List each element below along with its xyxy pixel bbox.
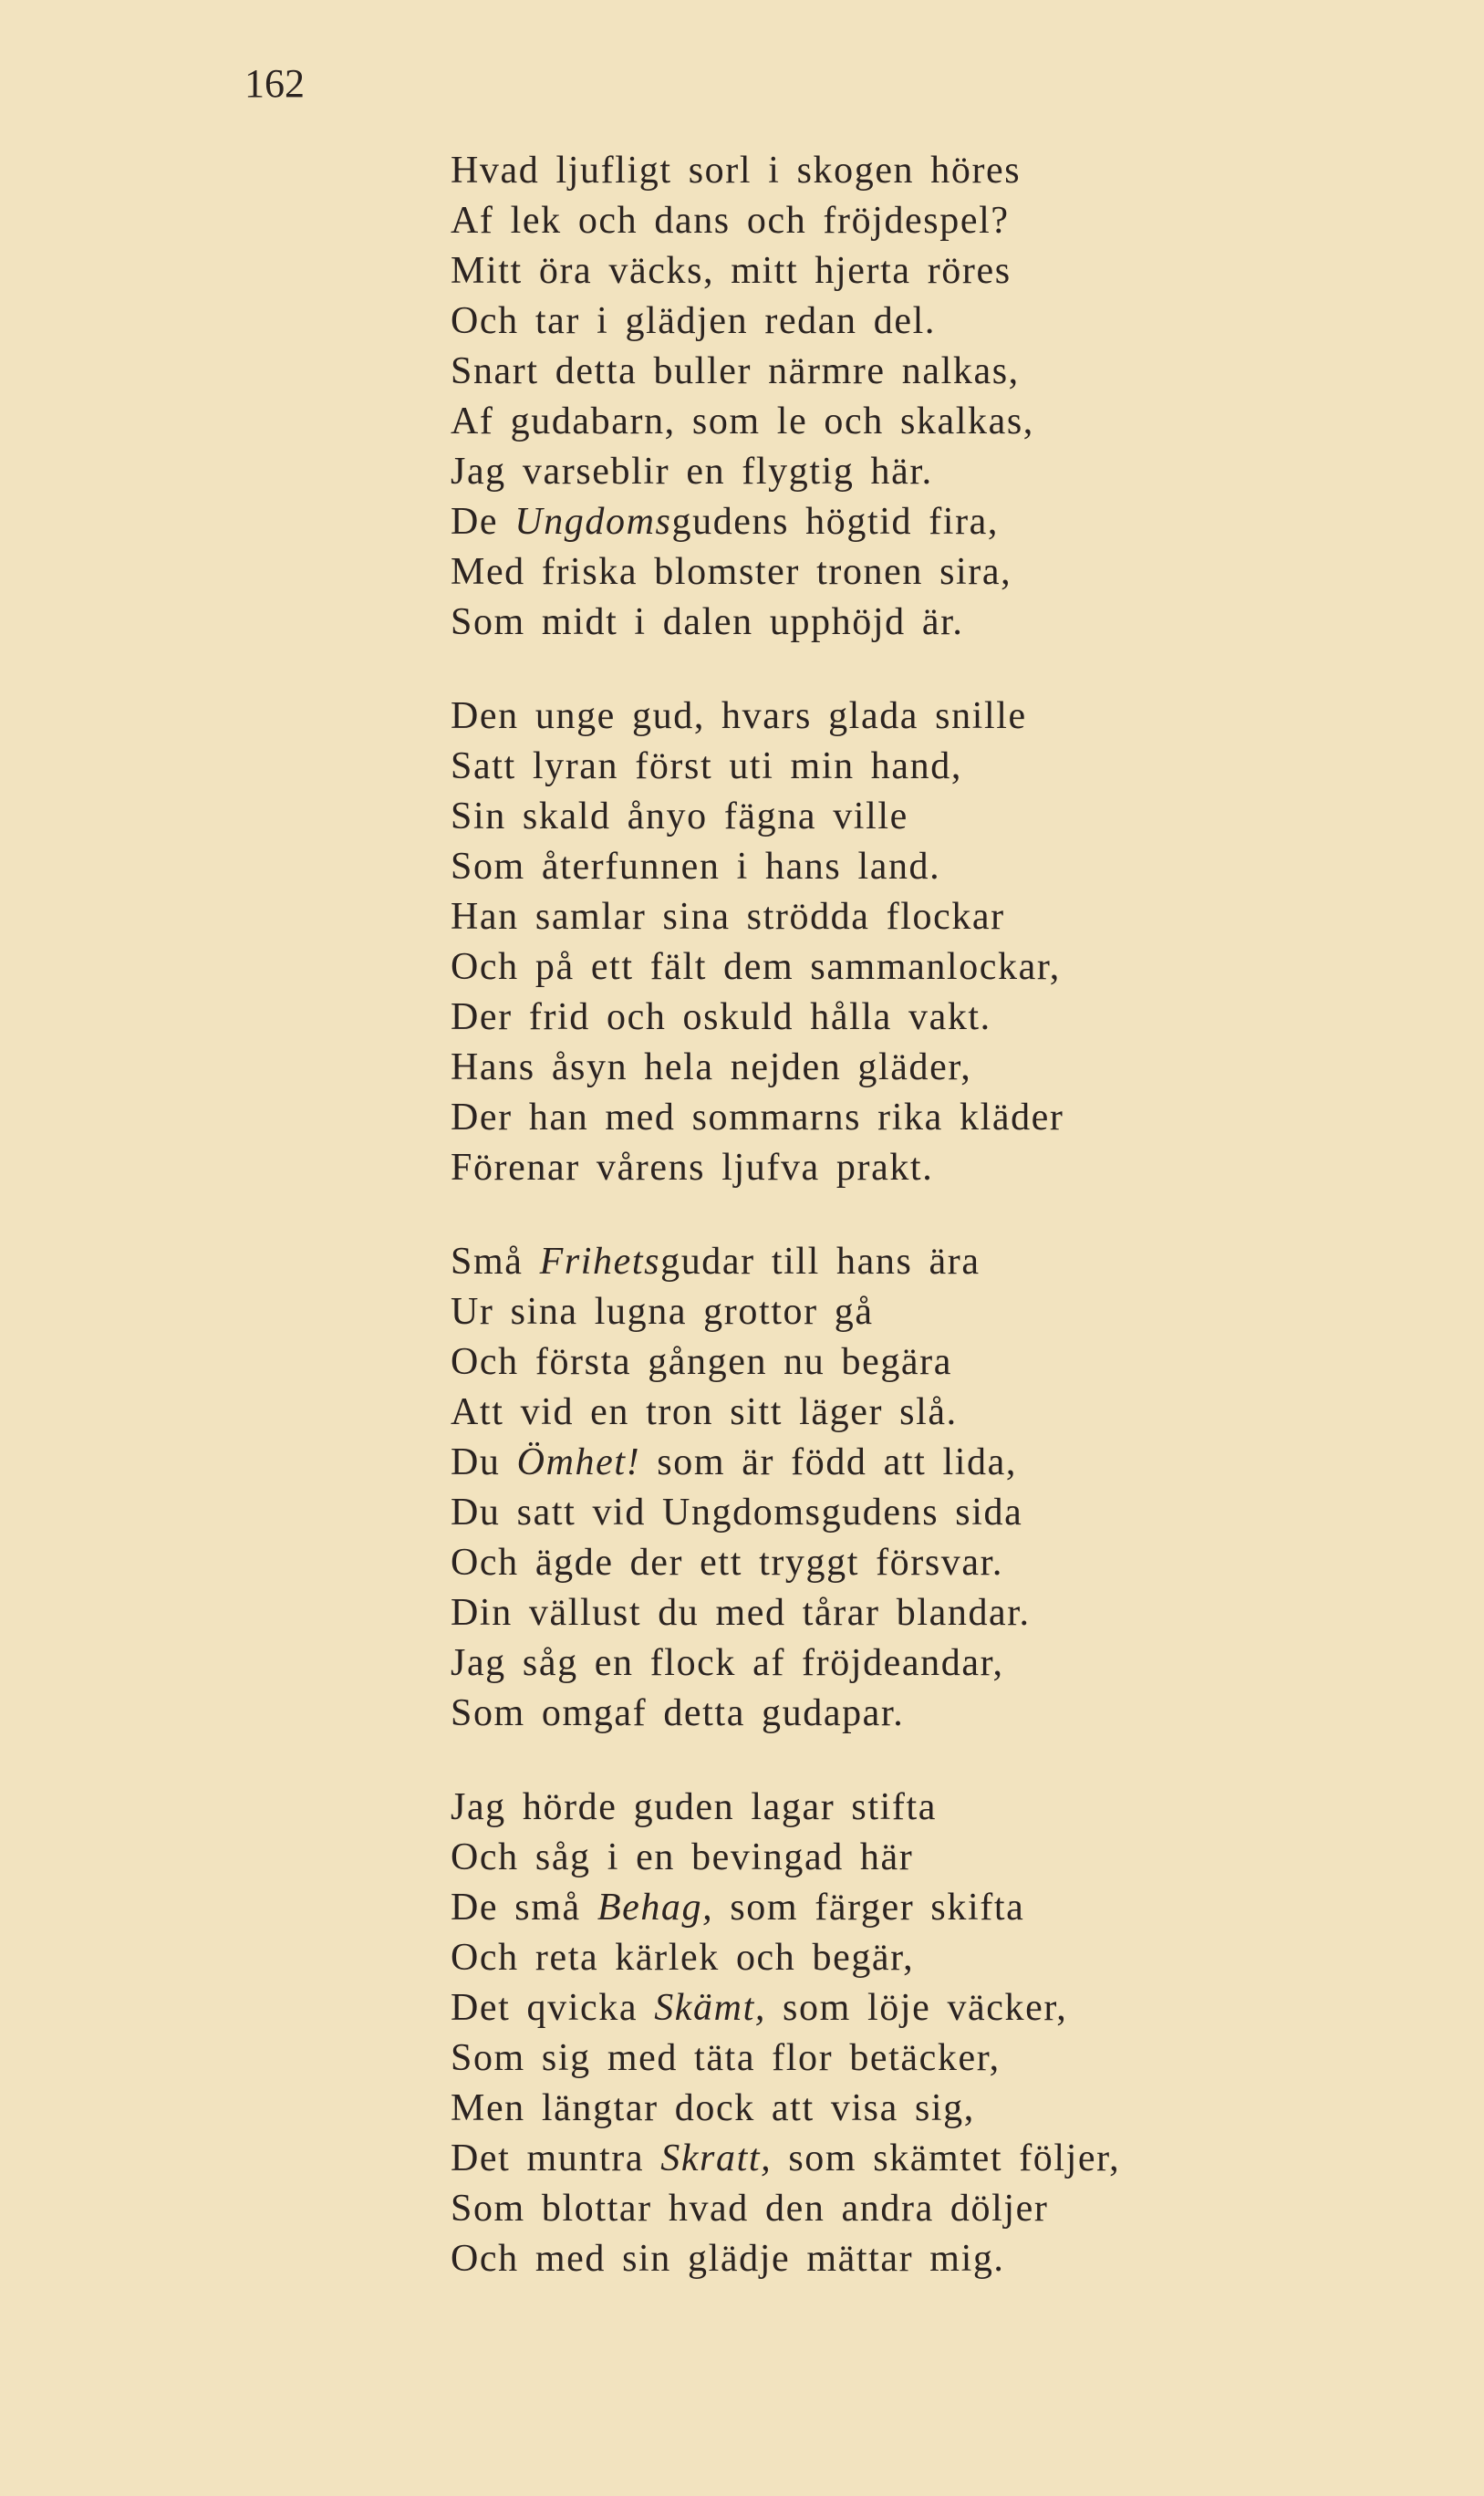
- italic-word: Skratt,: [660, 2137, 773, 2179]
- line-text: Ur sina lugna grottor gå: [451, 1291, 874, 1333]
- line-text: Han samlar sina strödda flockar: [451, 896, 1005, 938]
- poem-line: [451, 2234, 1454, 2284]
- poem-line: [451, 1933, 1454, 1983]
- poem-line: [451, 1588, 1454, 1638]
- poem-line: [451, 1783, 1454, 1833]
- poem-line: [451, 742, 1454, 792]
- line-text: Förenar vårens ljufva prakt.: [451, 1147, 934, 1189]
- poem-line: [451, 1143, 1454, 1193]
- poem-line: [451, 842, 1454, 892]
- line-text: Som sig med täta flor betäcker,: [451, 2037, 1001, 2079]
- italic-word: Ungdoms: [514, 501, 672, 543]
- line-text: som är född att lida,: [640, 1441, 1017, 1483]
- poem-line: [451, 692, 1454, 742]
- poem-line: [451, 196, 1454, 246]
- poem-line: [451, 1438, 1454, 1488]
- line-text: Men längtar dock att visa sig,: [451, 2087, 975, 2129]
- line-text: Du: [451, 1441, 517, 1483]
- line-text: Din vällust du med tårar blandar.: [451, 1592, 1031, 1634]
- line-text: Sin skald ånyo fägna ville: [451, 796, 908, 837]
- line-text: Att vid en tron sitt läger slå.: [451, 1391, 958, 1433]
- poem-line: [451, 1538, 1454, 1588]
- stanza: [451, 146, 1454, 648]
- line-text: Jag varseblir en flygtig här.: [451, 451, 933, 493]
- poem-line: [451, 2033, 1454, 2084]
- line-text: Satt lyran först uti min hand,: [451, 745, 962, 787]
- italic-word: Ömhet!: [516, 1441, 641, 1483]
- line-text: Och på ett fält dem sammanlockar,: [451, 946, 1061, 988]
- poem-line: [451, 792, 1454, 842]
- line-text: Det muntra: [451, 2137, 661, 2179]
- line-text: Af lek och dans och fröjdespel?: [451, 200, 1010, 242]
- line-text: Som återfunnen i hans land.: [451, 846, 941, 888]
- poem-line: [451, 1983, 1454, 2033]
- italic-word: Frihets: [539, 1241, 661, 1283]
- line-text: Af gudabarn, som le och skalkas,: [451, 400, 1034, 442]
- line-text: De: [451, 501, 515, 543]
- poem-line: [451, 1833, 1454, 1883]
- poem-line: [451, 347, 1454, 397]
- line-text: Snart detta buller närmre nalkas,: [451, 350, 1020, 392]
- poem-line: [451, 1287, 1454, 1337]
- poem-line: [451, 598, 1454, 648]
- line-text: Hvad ljufligt sorl i skogen höres: [451, 150, 1022, 192]
- poem-line: [451, 2184, 1454, 2234]
- line-text: De små: [451, 1887, 597, 1929]
- poem-line: [451, 296, 1454, 347]
- line-text: som skämtet följer,: [772, 2137, 1121, 2179]
- line-text: Som omgaf detta gudapar.: [451, 1692, 905, 1734]
- stanza: [451, 692, 1454, 1193]
- stanza: [451, 1237, 1454, 1739]
- poem-line: [451, 447, 1454, 497]
- page-number: 162: [244, 61, 305, 106]
- line-text: Den unge gud, hvars glada snille: [451, 695, 1027, 737]
- poem-line: [451, 146, 1454, 196]
- line-text: som löje väcker,: [765, 1987, 1068, 2029]
- line-text: Der frid och oskuld hålla vakt.: [451, 996, 991, 1038]
- poem-body: [451, 146, 1454, 2328]
- line-text: Hans åsyn hela nejden gläder,: [451, 1046, 972, 1088]
- poem-line: [451, 1488, 1454, 1538]
- line-text: Och med sin glädje mättar mig.: [451, 2238, 1005, 2280]
- line-text: Det qvicka: [451, 1987, 655, 2029]
- poem-line: [451, 942, 1454, 993]
- italic-word: Behag,: [597, 1887, 714, 1929]
- line-text: Och första gången nu begära: [451, 1341, 952, 1383]
- line-text: Jag hörde guden lagar stifta: [451, 1786, 937, 1828]
- line-text: Som blottar hvad den andra döljer: [451, 2188, 1049, 2230]
- poem-line: [451, 1093, 1454, 1143]
- poem-line: [451, 1337, 1454, 1388]
- line-text: som färger skifta: [713, 1887, 1025, 1929]
- line-text: Och såg i en bevingad här: [451, 1836, 914, 1878]
- poem-line: [451, 246, 1454, 296]
- line-text: Och reta kärlek och begär,: [451, 1937, 915, 1979]
- poem-line: [451, 993, 1454, 1043]
- poem-line: [451, 1883, 1454, 1933]
- poem-line: [451, 892, 1454, 942]
- poem-line: [451, 1043, 1454, 1093]
- poem-line: [451, 1388, 1454, 1438]
- line-text: Du satt vid Ungdomsgudens sida: [451, 1492, 1023, 1534]
- line-text: Med friska blomster tronen sira,: [451, 551, 1012, 593]
- poem-line: [451, 2134, 1454, 2184]
- poem-line: [451, 1638, 1454, 1689]
- poem-line: [451, 2084, 1454, 2134]
- line-text: Och ägde der ett tryggt försvar.: [451, 1542, 1004, 1584]
- line-text: Som midt i dalen upphöjd är.: [451, 601, 964, 643]
- italic-word: Skämt,: [654, 1987, 766, 2029]
- line-text: Och tar i glädjen redan del.: [451, 300, 936, 342]
- poem-line: [451, 1689, 1454, 1739]
- line-text: gudar till hans ära: [660, 1241, 981, 1283]
- line-text: Mitt öra väcks, mitt hjerta röres: [451, 250, 1012, 292]
- line-text: Der han med sommarns rika kläder: [451, 1097, 1064, 1139]
- poem-line: [451, 1237, 1454, 1287]
- line-text: Jag såg en flock af fröjdeandar,: [451, 1642, 1004, 1684]
- poem-line: [451, 397, 1454, 447]
- line-text: Små: [451, 1241, 540, 1283]
- line-text: gudens högtid fira,: [671, 501, 1000, 543]
- poem-line: [451, 547, 1454, 598]
- poem-line: [451, 497, 1454, 547]
- stanza: [451, 1783, 1454, 2284]
